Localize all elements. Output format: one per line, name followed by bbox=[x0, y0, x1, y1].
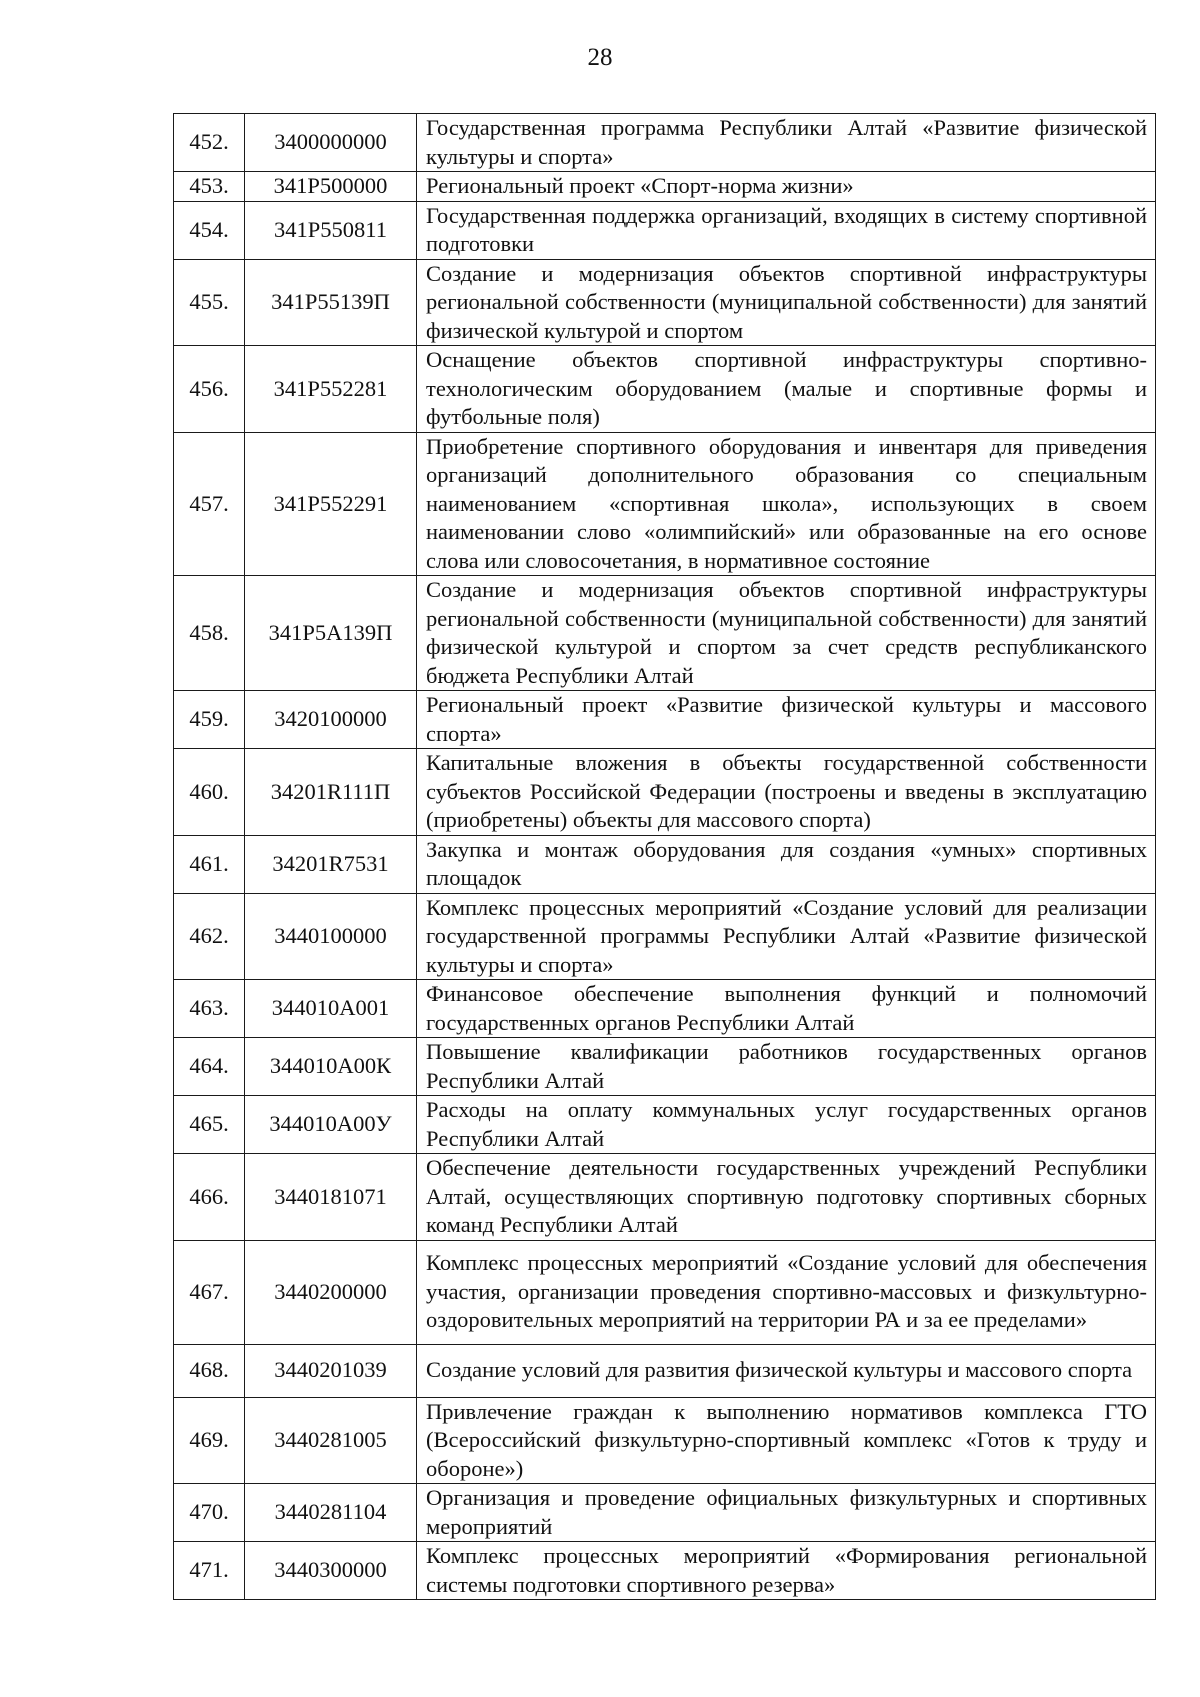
row-name: Приобретение спортивного оборудования и инвентаря для приведения организаций дополнительного образования со специальным наименованием «спортивная школа», использующих в своем наименовании слово «олимпийский» или образованные на его основе слова или словосочетания, в нормативное состояние bbox=[417, 432, 1156, 576]
row-number: 463. bbox=[174, 980, 245, 1038]
table-row bbox=[174, 432, 1156, 576]
row-number: 462. bbox=[174, 893, 245, 980]
page-number: 28 bbox=[587, 44, 613, 71]
row-code: 341P550811 bbox=[245, 201, 417, 259]
row-name: Создание и модернизация объектов спортивной инфраструктуры региональной собственности (муниципальной собственности) для занятий физической культурой и спортом за счет средств республиканского бюджета Республики Алтай bbox=[417, 576, 1156, 691]
row-name: Капитальные вложения в объекты государственной собственности субъектов Российской Федерации (построены и введены в эксплуатацию (приобретены) объекты для массового спорта) bbox=[417, 749, 1156, 836]
row-name: Создание условий для развития физической культуры и массового спорта bbox=[417, 1344, 1156, 1397]
row-number: 452. bbox=[174, 114, 245, 172]
row-name: Государственная поддержка организаций, входящих в систему спортивной подготовки bbox=[417, 201, 1156, 259]
table-row bbox=[174, 1344, 1156, 1397]
row-code: 341P500000 bbox=[245, 172, 417, 202]
row-number: 454. bbox=[174, 201, 245, 259]
row-code: 34201R7531 bbox=[245, 835, 417, 893]
row-name: Комплекс процессных мероприятий «Формирования региональной системы подготовки спортивного резерва» bbox=[417, 1542, 1156, 1600]
row-number: 457. bbox=[174, 432, 245, 576]
row-number: 455. bbox=[174, 259, 245, 346]
row-name: Государственная программа Республики Алтай «Развитие физической культуры и спорта» bbox=[417, 114, 1156, 172]
table-row bbox=[174, 691, 1156, 749]
table-row bbox=[174, 1397, 1156, 1484]
row-code: 3440100000 bbox=[245, 893, 417, 980]
table-row bbox=[174, 172, 1156, 202]
row-name: Повышение квалификации работников государственных органов Республики Алтай bbox=[417, 1038, 1156, 1096]
row-name: Закупка и монтаж оборудования для создания «умных» спортивных площадок bbox=[417, 835, 1156, 893]
row-code: 344010А00У bbox=[245, 1096, 417, 1154]
row-code: 34201R111П bbox=[245, 749, 417, 836]
row-number: 459. bbox=[174, 691, 245, 749]
row-number: 458. bbox=[174, 576, 245, 691]
row-name: Региональный проект «Развитие физической культуры и массового спорта» bbox=[417, 691, 1156, 749]
row-number: 468. bbox=[174, 1344, 245, 1397]
table-row bbox=[174, 1542, 1156, 1600]
table-row bbox=[174, 749, 1156, 836]
table-row bbox=[174, 259, 1156, 346]
row-name: Организация и проведение официальных физкультурных и спортивных мероприятий bbox=[417, 1484, 1156, 1542]
table-row bbox=[174, 114, 1156, 172]
table-row bbox=[174, 1038, 1156, 1096]
row-code: 3440281104 bbox=[245, 1484, 417, 1542]
row-name: Обеспечение деятельности государственных учреждений Республики Алтай, осуществляющих спортивную подготовку спортивных сборных команд Республики Алтай bbox=[417, 1154, 1156, 1241]
table-row bbox=[174, 835, 1156, 893]
row-name: Расходы на оплату коммунальных услуг государственных органов Республики Алтай bbox=[417, 1096, 1156, 1154]
table-row bbox=[174, 346, 1156, 433]
row-code: 344010А00К bbox=[245, 1038, 417, 1096]
row-code: 3440181071 bbox=[245, 1154, 417, 1241]
row-code: 344010А001 bbox=[245, 980, 417, 1038]
row-number: 461. bbox=[174, 835, 245, 893]
row-name: Комплекс процессных мероприятий «Создание условий для обеспечения участия, организации проведения спортивно-массовых и физкультурно-оздоровительных мероприятий на территории РА и за ее пределами» bbox=[417, 1240, 1156, 1344]
row-name: Оснащение объектов спортивной инфраструктуры спортивно-технологическим оборудованием (малые и спортивные формы и футбольные поля) bbox=[417, 346, 1156, 433]
row-number: 456. bbox=[174, 346, 245, 433]
row-name: Создание и модернизация объектов спортивной инфраструктуры региональной собственности (муниципальной собственности) для занятий физической культурой и спортом bbox=[417, 259, 1156, 346]
table-row bbox=[174, 576, 1156, 691]
row-code: 341P55139П bbox=[245, 259, 417, 346]
row-name: Финансовое обеспечение выполнения функций и полномочий государственных органов Республики Алтай bbox=[417, 980, 1156, 1038]
row-number: 469. bbox=[174, 1397, 245, 1484]
row-code: 341P5A139П bbox=[245, 576, 417, 691]
row-number: 453. bbox=[174, 172, 245, 202]
table-row bbox=[174, 1096, 1156, 1154]
row-code: 3440300000 bbox=[245, 1542, 417, 1600]
table-row bbox=[174, 1240, 1156, 1344]
row-code: 341P552281 bbox=[245, 346, 417, 433]
row-number: 471. bbox=[174, 1542, 245, 1600]
row-code: 3420100000 bbox=[245, 691, 417, 749]
row-number: 460. bbox=[174, 749, 245, 836]
row-code: 341P552291 bbox=[245, 432, 417, 576]
budget-codes-table bbox=[173, 113, 1156, 1600]
row-number: 466. bbox=[174, 1154, 245, 1241]
table-row bbox=[174, 893, 1156, 980]
table-row bbox=[174, 1154, 1156, 1241]
row-number: 467. bbox=[174, 1240, 245, 1344]
row-code: 3440201039 bbox=[245, 1344, 417, 1397]
table-row bbox=[174, 201, 1156, 259]
row-code: 3440200000 bbox=[245, 1240, 417, 1344]
table-row bbox=[174, 1484, 1156, 1542]
table-body bbox=[174, 114, 1156, 1600]
row-code: 3400000000 bbox=[245, 114, 417, 172]
row-name: Региональный проект «Спорт-норма жизни» bbox=[417, 172, 1156, 202]
row-number: 464. bbox=[174, 1038, 245, 1096]
row-number: 470. bbox=[174, 1484, 245, 1542]
row-number: 465. bbox=[174, 1096, 245, 1154]
row-name: Привлечение граждан к выполнению нормативов комплекса ГТО (Всероссийский физкультурно-спортивный комплекс «Готов к труду и обороне») bbox=[417, 1397, 1156, 1484]
table-row bbox=[174, 980, 1156, 1038]
row-code: 3440281005 bbox=[245, 1397, 417, 1484]
row-name: Комплекс процессных мероприятий «Создание условий для реализации государственной программы Республики Алтай «Развитие физической культуры и спорта» bbox=[417, 893, 1156, 980]
